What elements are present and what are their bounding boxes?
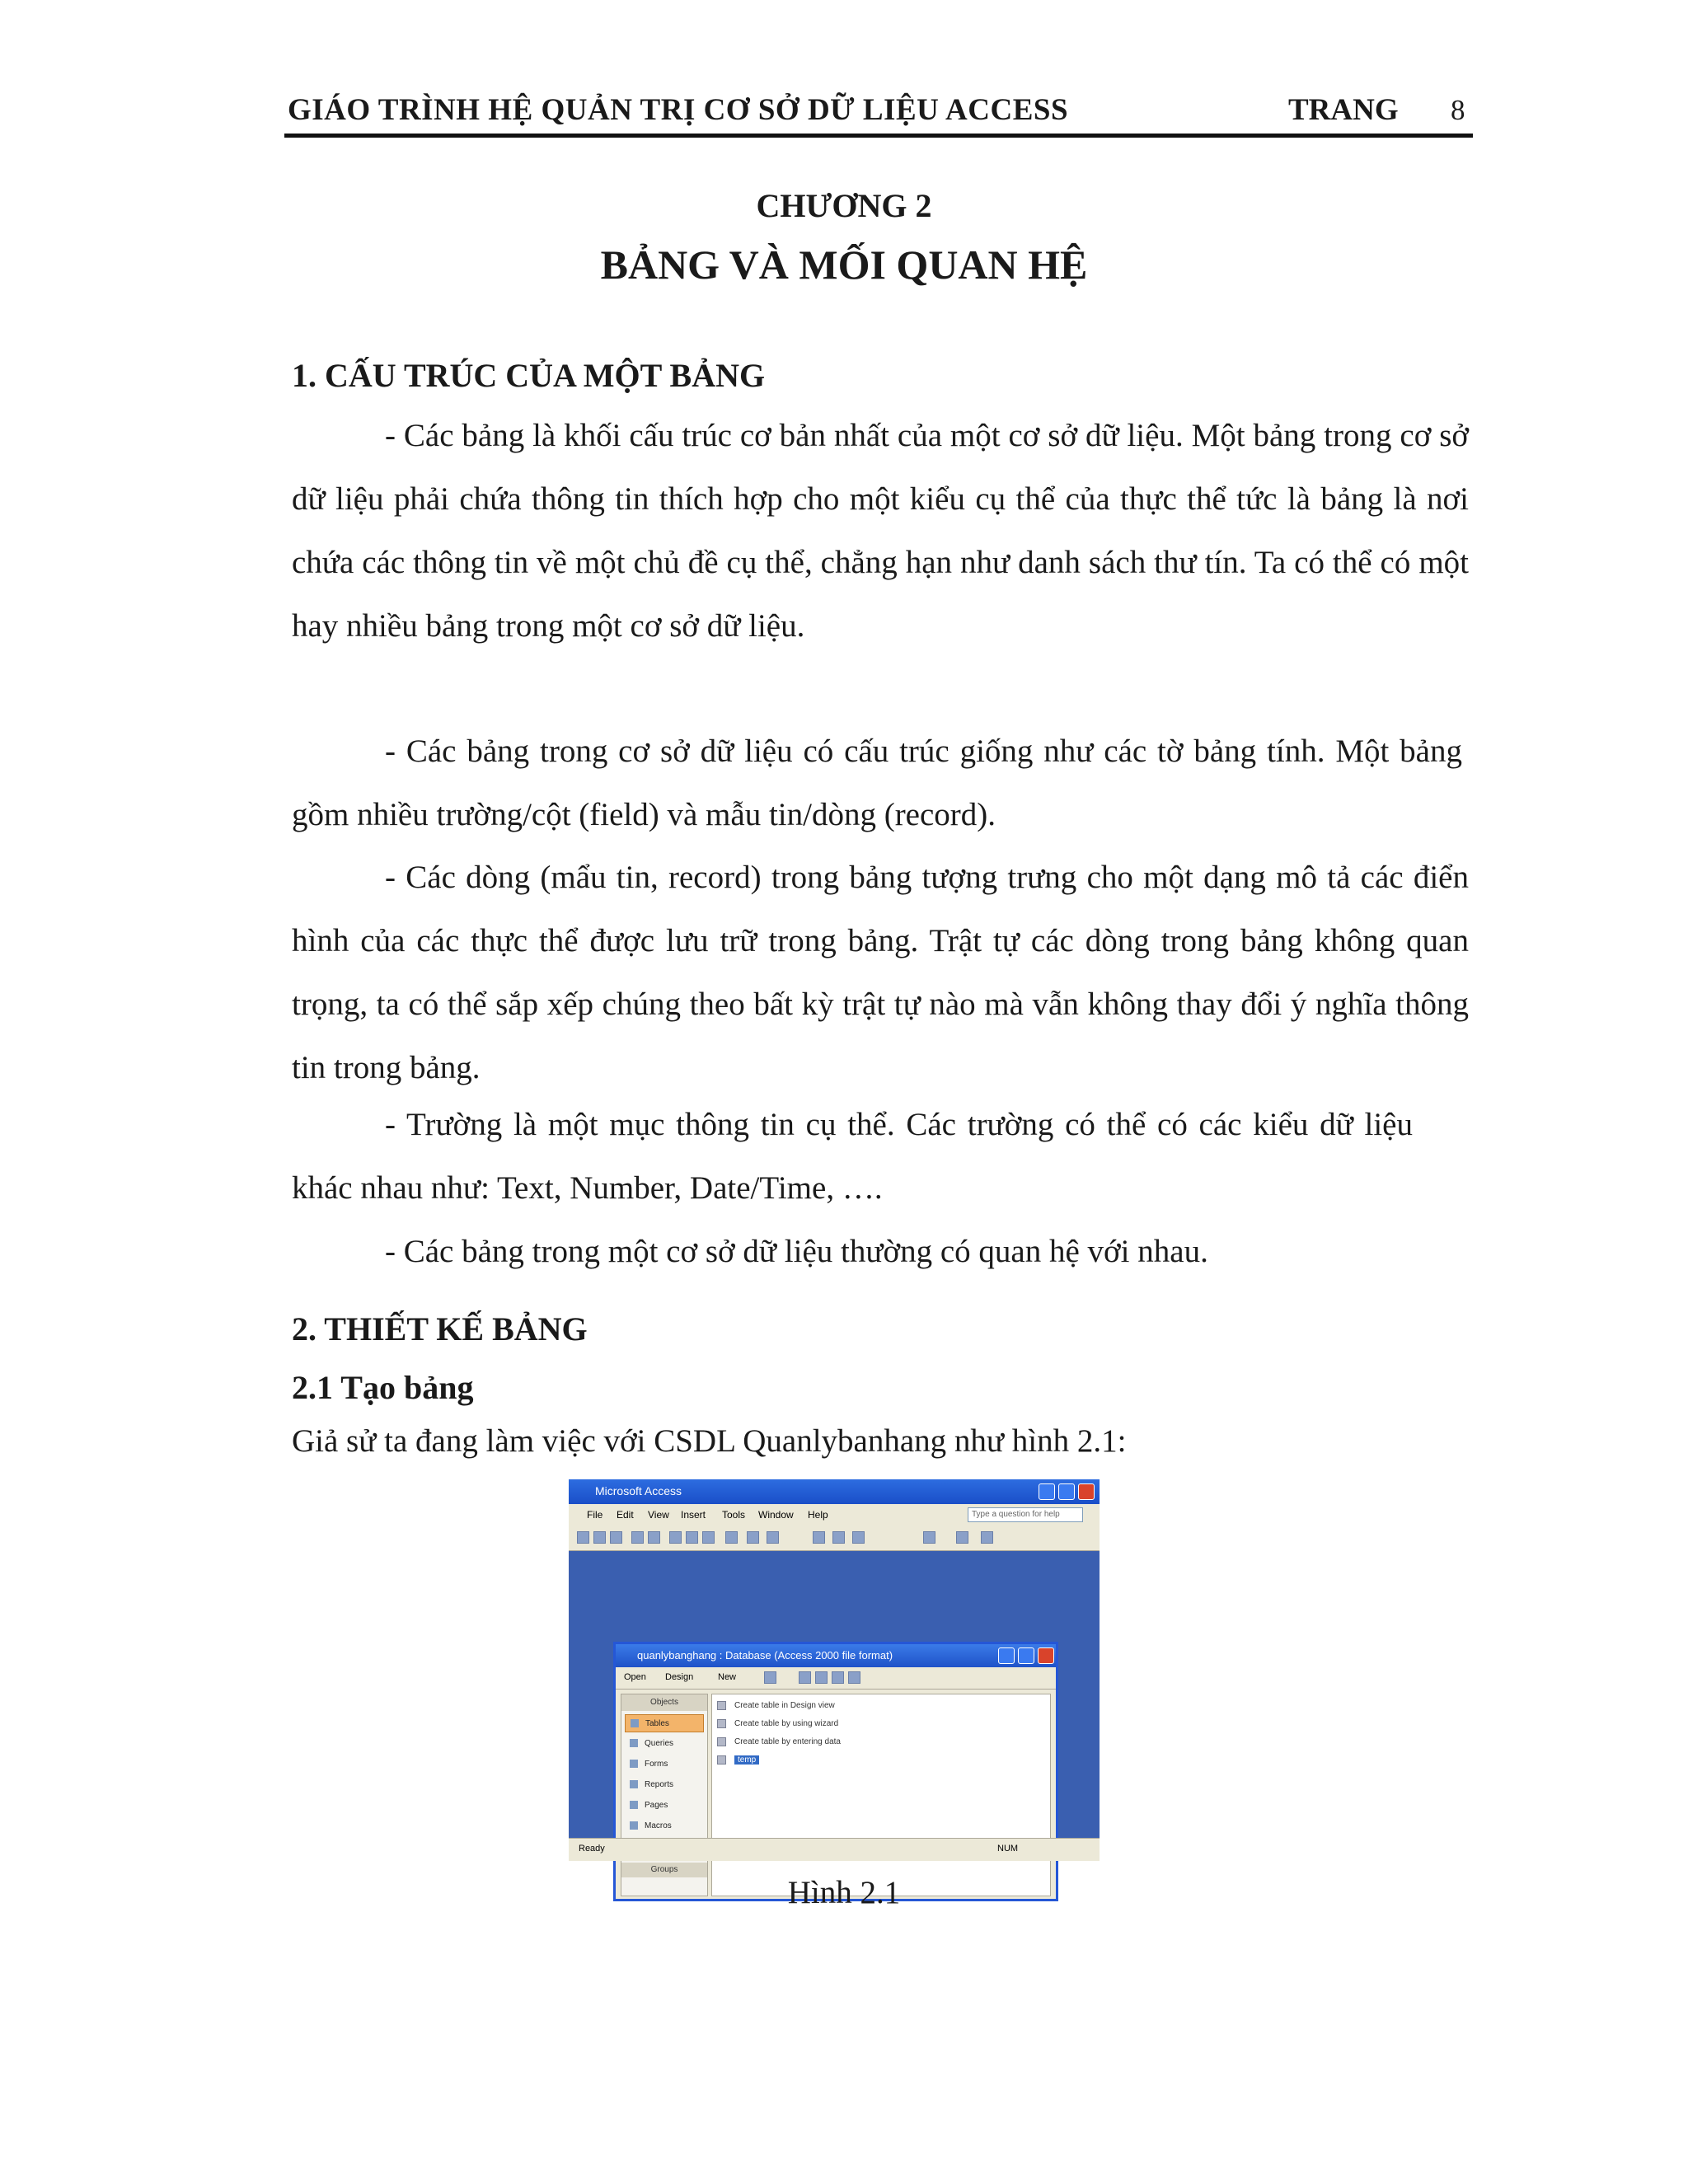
properties-icon[interactable] — [832, 1531, 845, 1544]
print-icon[interactable] — [631, 1531, 644, 1544]
status-left: Ready — [579, 1844, 605, 1854]
list-item-label: temp — [734, 1755, 759, 1765]
access-status-bar — [569, 1838, 1100, 1861]
copy-icon[interactable] — [686, 1531, 698, 1544]
header-page-label: TRANG — [1288, 93, 1399, 127]
db-maximize-icon[interactable] — [1018, 1647, 1034, 1664]
objects-header: Objects — [621, 1694, 707, 1711]
design-view-icon — [717, 1701, 726, 1710]
menu-help[interactable]: Help — [808, 1509, 828, 1521]
access-toolbar — [569, 1526, 1100, 1551]
object-macros[interactable] — [625, 1817, 704, 1835]
minimize-icon[interactable] — [1039, 1483, 1055, 1500]
access-menu-bar — [569, 1504, 1100, 1526]
save-icon[interactable] — [610, 1531, 622, 1544]
database-window-title: quanlybanghang : Database (Access 2000 file format) — [637, 1649, 893, 1661]
page-icon — [630, 1801, 638, 1809]
form-icon — [630, 1760, 638, 1768]
table-icon — [631, 1719, 639, 1727]
cut-icon[interactable] — [669, 1531, 682, 1544]
undo-icon[interactable] — [725, 1531, 738, 1544]
chapter-number: CHƯƠNG 2 — [756, 187, 932, 224]
analyze-icon[interactable] — [767, 1531, 779, 1544]
object-list — [711, 1694, 1051, 1896]
groups-header[interactable]: Groups — [621, 1863, 707, 1877]
small-icons-icon[interactable] — [815, 1671, 828, 1684]
menu-edit[interactable]: Edit — [617, 1509, 634, 1521]
section-1-paragraph-2: - Các bảng trong cơ sở dữ liệu có cấu trúc giống như các tờ bảng tính. Một bảng gồm nhiều trường/cột (field) và mẫu tin/dòng (record). — [292, 733, 1462, 832]
section-2-intro: Giả sử ta đang làm việc với CSDL Quanlybanhang như hình 2.1: — [292, 1423, 1127, 1459]
details-view-icon[interactable] — [848, 1671, 860, 1684]
datasheet-icon — [717, 1737, 726, 1746]
section-1-paragraph-1: - Các bảng là khối cấu trúc cơ bản nhất của một cơ sở dữ liệu. Một bảng trong cơ sở dữ liệu phải chứa thông tin thích hợp cho một kiểu cụ thể của thực thể tức là bảng là nơi chứa các thông tin về một chủ đề cụ thể, chẳng hạn như danh sách thư tín. Ta có thể có một hay nhiều bảng trong một cơ sở dữ liệu. — [292, 418, 1469, 644]
objects-pane — [621, 1694, 708, 1896]
page-header — [284, 89, 1473, 134]
list-item-label: Create table by entering data — [734, 1737, 841, 1746]
chapter-title: BẢNG VÀ MỐI QUAN HỆ — [600, 241, 1088, 288]
db-design-button[interactable]: Design — [665, 1672, 694, 1682]
section-1-paragraph-4: - Trường là một mục thông tin cụ thể. Các trường có thể có các kiểu dữ liệu khác nhau như: Text, Number, Date/Time, …. — [292, 1107, 1413, 1206]
header-title: GIÁO TRÌNH HỆ QUẢN TRỊ CƠ SỞ DỮ LIỆU ACCESS — [288, 93, 1069, 127]
object-label: Forms — [645, 1760, 668, 1769]
menu-insert[interactable]: Insert — [681, 1509, 706, 1521]
list-item[interactable] — [717, 1734, 841, 1750]
database-window-title-bar — [616, 1644, 1056, 1667]
open-icon[interactable] — [593, 1531, 606, 1544]
access-title-text: Microsoft Access — [595, 1484, 682, 1497]
delete-icon[interactable] — [764, 1671, 776, 1684]
db-open-button[interactable]: Open — [624, 1672, 646, 1682]
object-reports[interactable] — [625, 1776, 704, 1794]
list-item-label: Create table by using wizard — [734, 1719, 839, 1728]
header-page-number: 8 — [1451, 94, 1465, 126]
list-item-label: Create table in Design view — [734, 1701, 835, 1710]
paste-icon[interactable] — [702, 1531, 715, 1544]
links-icon[interactable] — [747, 1531, 759, 1544]
menu-file[interactable]: File — [587, 1509, 603, 1521]
header-divider — [284, 134, 1473, 138]
database-window — [613, 1642, 1058, 1901]
office-assistant-icon[interactable] — [956, 1531, 968, 1544]
macro-icon — [630, 1821, 638, 1830]
database-toolbar — [616, 1667, 1056, 1690]
list-item[interactable] — [717, 1716, 838, 1732]
relationships-icon[interactable] — [852, 1531, 865, 1544]
db-minimize-icon[interactable] — [998, 1647, 1015, 1664]
list-item[interactable] — [717, 1752, 759, 1769]
object-pages[interactable] — [625, 1797, 704, 1815]
figure-caption: Hình 2.1 — [787, 1875, 901, 1910]
section-2-1-heading: 2.1 Tạo bảng — [292, 1369, 474, 1406]
maximize-icon[interactable] — [1058, 1483, 1075, 1500]
section-2-heading: 2. THIẾT KẾ BẢNG — [292, 1310, 588, 1347]
menu-window[interactable]: Window — [758, 1509, 794, 1521]
db-new-button[interactable]: New — [718, 1672, 737, 1682]
wizard-icon — [717, 1719, 726, 1728]
preview-icon[interactable] — [648, 1531, 660, 1544]
help-search-input[interactable]: Type a question for help — [968, 1507, 1083, 1522]
menu-view[interactable]: View — [648, 1509, 669, 1521]
toolbar-options-icon[interactable] — [981, 1531, 993, 1544]
object-label: Reports — [645, 1780, 674, 1789]
object-forms[interactable] — [625, 1755, 704, 1774]
object-tables[interactable] — [625, 1714, 704, 1732]
query-icon — [630, 1739, 638, 1747]
close-icon[interactable] — [1078, 1483, 1095, 1500]
object-label: Queries — [645, 1739, 674, 1748]
new-object-icon[interactable] — [923, 1531, 935, 1544]
object-label: Macros — [645, 1821, 672, 1830]
status-right: NUM — [997, 1844, 1019, 1854]
access-title-bar — [569, 1479, 1100, 1504]
object-queries[interactable] — [625, 1735, 704, 1753]
large-icons-icon[interactable] — [799, 1671, 811, 1684]
menu-tools[interactable]: Tools — [722, 1509, 746, 1521]
section-1-paragraph-5: - Các bảng trong một cơ sở dữ liệu thường có quan hệ với nhau. — [385, 1234, 1208, 1269]
db-close-icon[interactable] — [1038, 1647, 1054, 1664]
figure-access-screenshot — [569, 1479, 1100, 1874]
section-1-heading: 1. CẤU TRÚC CỦA MỘT BẢNG — [292, 357, 766, 394]
table-icon — [717, 1755, 726, 1765]
list-view-icon[interactable] — [832, 1671, 844, 1684]
report-icon — [630, 1780, 638, 1788]
code-icon[interactable] — [813, 1531, 825, 1544]
section-1-paragraph-3: - Các dòng (mẩu tin, record) trong bảng tượng trưng cho một dạng mô tả các điển hình của các thực thể được lưu trữ trong bảng. Trật tự các dòng trong bảng không quan trọng, ta có thể sắp xếp chúng theo bất kỳ trật tự nào mà vẫn không thay đổi ý nghĩa thông tin trong bảng. — [292, 860, 1469, 1085]
object-label: Tables — [645, 1719, 669, 1728]
list-item[interactable] — [717, 1698, 835, 1714]
new-icon[interactable] — [577, 1531, 589, 1544]
object-label: Pages — [645, 1801, 668, 1810]
